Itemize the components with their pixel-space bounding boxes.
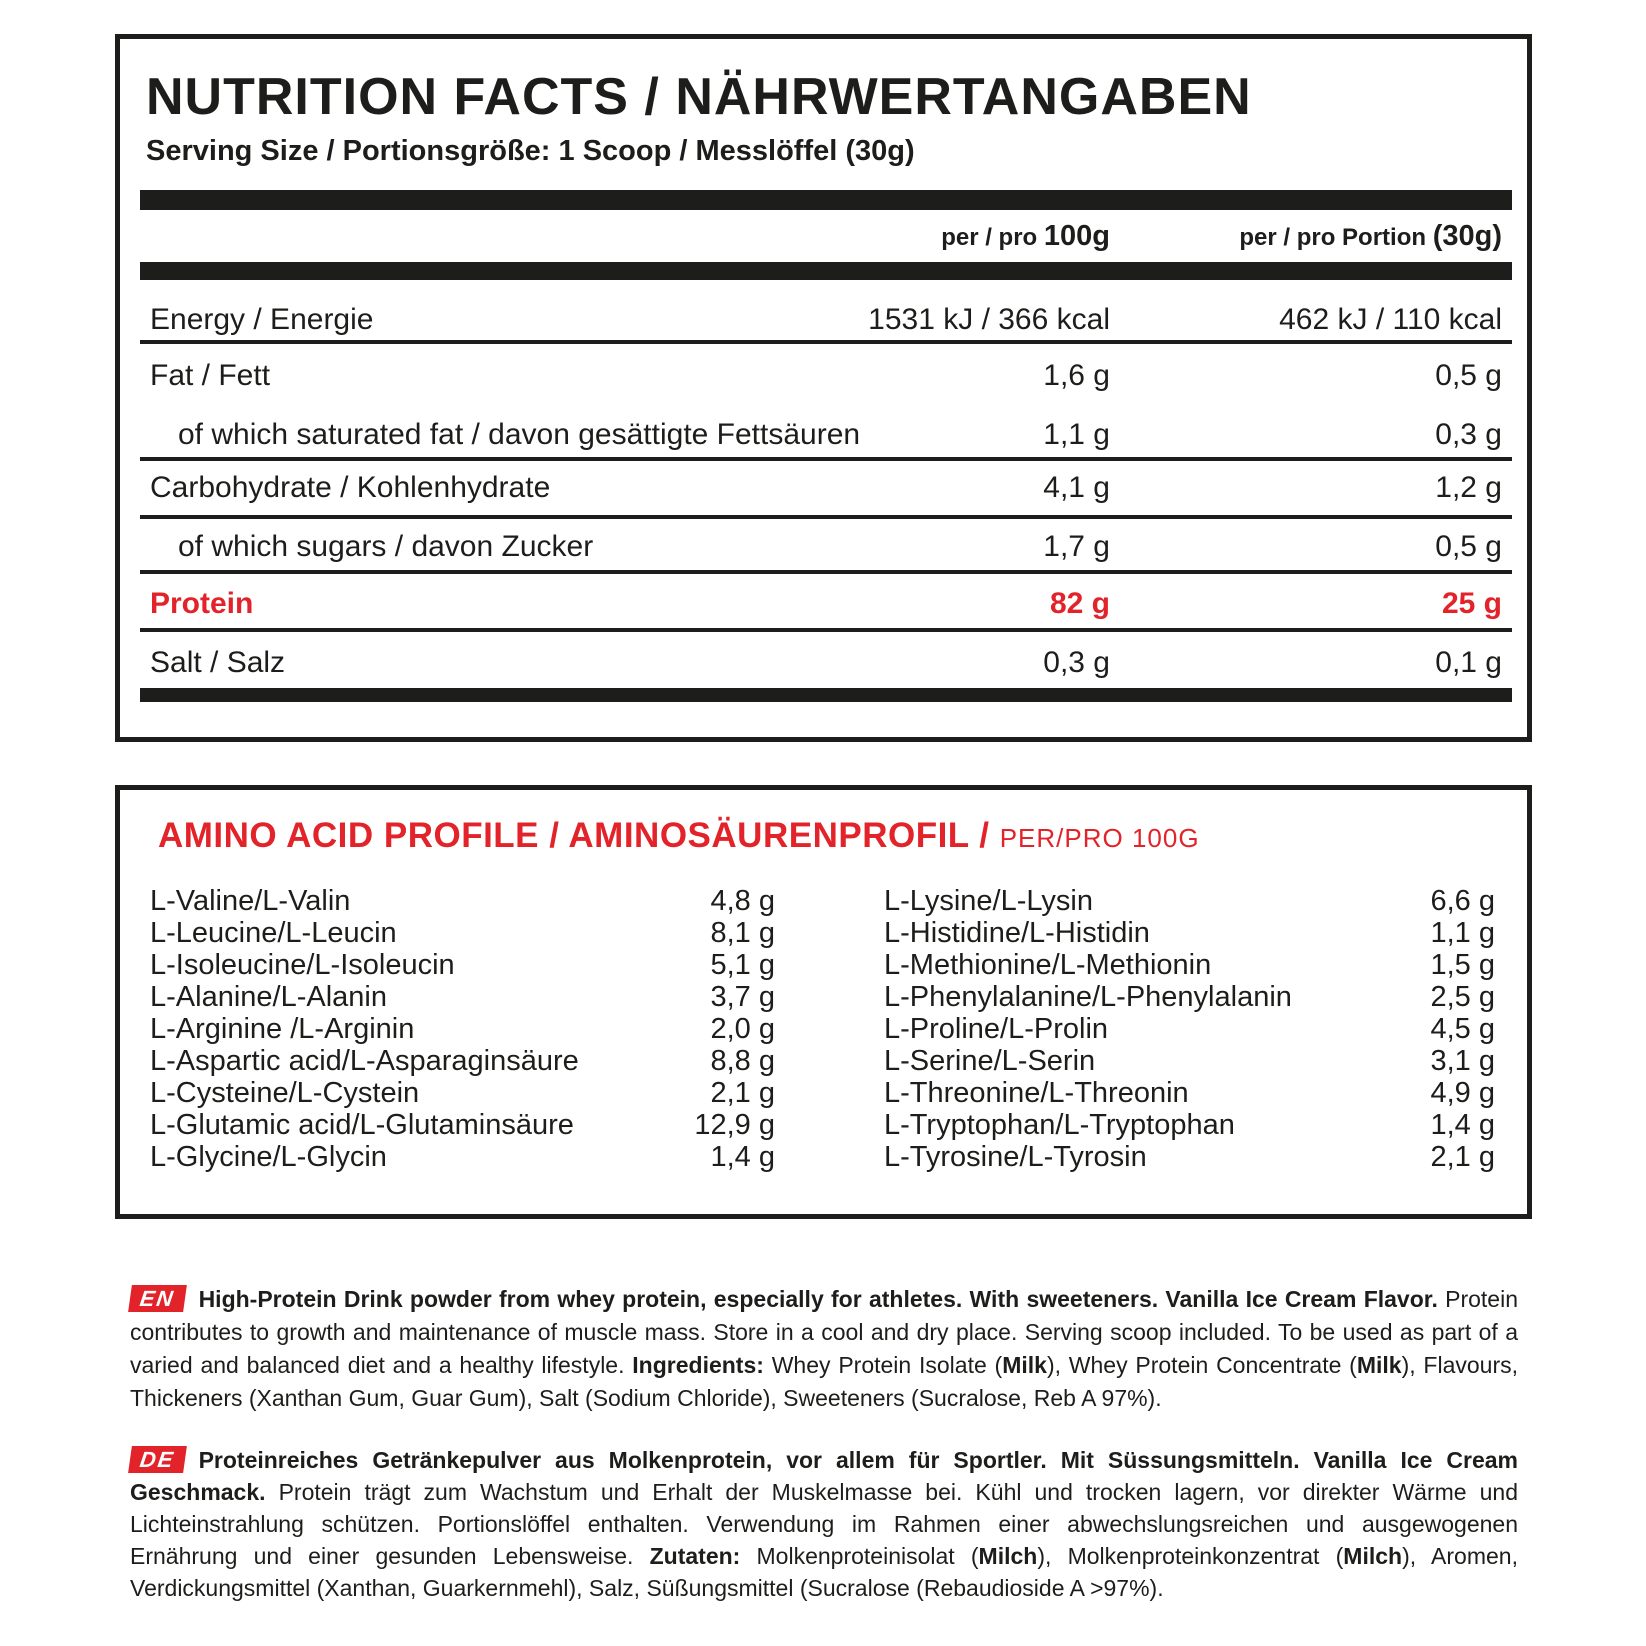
row-value-per-100g: 0,3 g [1043,646,1110,679]
amino-item [120,950,1527,980]
divider-bar-header [140,262,1512,280]
table-row-carbohydrate [120,472,1527,504]
en-language-badge: EN [128,1285,186,1312]
amino-value: 4,8 g [710,885,775,917]
row-value-per-portion: 462 kJ / 110 kcal [1279,303,1502,336]
row-value-per-portion: 1,2 g [1435,471,1502,504]
row-value-per-portion: 0,3 g [1435,418,1502,451]
serving-size: Serving Size / Portionsgröße: 1 Scoop / Messlöffel (30g) [146,135,915,167]
per-portion-value: (30g) [1432,220,1502,252]
amino-name: L-Methionine/L-Methionin [884,949,1212,981]
en-ingredients-label: Ingredients: [632,1352,764,1378]
row-value-per-portion: 0,5 g [1435,359,1502,392]
de-zutaten-3: ), Aromen, Verdickungsmittel (Xanthan, Guarkernmehl), Salz, Süßungsmittel (Sucralose (Rebaudioside A >97%). [130,1543,1518,1601]
amino-value: 1,4 g [1430,1109,1495,1141]
divider-bar-top [140,190,1512,210]
amino-name: L-Glycine/L-Glycin [150,1141,387,1173]
amino-profile-title [158,816,1200,856]
amino-value: 1,5 g [1430,949,1495,981]
de-text-bold-intro: Proteinreiches Getränkepulver aus Molkenprotein, vor allem für Sportler. Mit Süssungsmitteln. Vanilla Ice Cream Geschmack. [130,1447,1518,1505]
en-text-body: Protein contributes to growth and maintenance of muscle mass. Store in a cool and dry place. Serving scoop included. To be used as part of a varied and balanced diet and a healthy lifestyle. [130,1286,1518,1378]
de-language-badge: DE [128,1446,186,1473]
amino-item [120,886,1527,916]
row-value-per-portion: 0,1 g [1435,646,1502,679]
amino-value: 1,1 g [1430,917,1495,949]
row-label: Fat / Fett [150,359,271,392]
amino-name: L-Threonine/L-Threonin [884,1077,1189,1109]
row-value-per-100g: 1531 kJ / 366 kcal [868,303,1110,336]
amino-name: L-Phenylalanine/L-Phenylalanin [884,981,1292,1013]
amino-value: 2,0 g [710,1013,775,1045]
amino-item [120,1142,1527,1172]
row-label: Protein [150,587,254,620]
separator-line [140,515,1512,519]
amino-name: L-Leucine/L-Leucin [150,917,397,949]
amino-name: L-Serine/L-Serin [884,1045,1096,1077]
de-text-body: Protein trägt zum Wachstum und Erhalt der Muskelmasse bei. Kühl und trocken lagern, vor direkter Wärme und Lichteinstrahlung schützen. Portionslöffel enthalten. Verwendung im Rahmen einer abwechslungsreichen und ausgewogenen Ernährung und einer gesunden Lebensweise. [130,1479,1518,1569]
row-label: Energy / Energie [150,303,374,336]
row-label: Salt / Salz [150,646,286,679]
row-value-per-100g: 1,7 g [1043,530,1110,563]
amino-name: L-Histidine/L-Histidin [884,917,1150,949]
table-row-saturated-fat [120,419,1527,451]
row-value-per-portion: 0,5 g [1435,530,1502,563]
de-allergen-milch-2: Milch [1343,1543,1403,1569]
en-ingredients-2: ), Whey Protein Concentrate ( [1046,1352,1357,1378]
table-row-salt [120,647,1527,679]
amino-name: L-Proline/L-Prolin [884,1013,1109,1045]
separator-line [140,457,1512,461]
table-row-energy [120,304,1527,336]
de-zutaten-1: Molkenproteinisolat ( [740,1543,979,1569]
amino-item [120,1046,1527,1076]
amino-profile-title-unit: PER/PRO 100G [999,823,1200,853]
amino-value: 4,5 g [1430,1013,1495,1045]
de-allergen-milch-1: Milch [978,1543,1038,1569]
amino-value: 6,6 g [1430,885,1495,917]
amino-item [120,1110,1527,1140]
per-100g-value: 100g [1043,220,1110,252]
de-zutaten-label: Zutaten: [649,1543,741,1569]
amino-name: L-Tyrosine/L-Tyrosin [884,1141,1147,1173]
table-row-sugars [120,531,1527,563]
en-allergen-milk-2: Milk [1356,1352,1402,1378]
de-description-paragraph [130,1444,1518,1604]
en-description-paragraph [130,1283,1518,1415]
table-row-fat [120,360,1527,392]
en-ingredients-1: Whey Protein Isolate ( [763,1352,1003,1378]
amino-value: 12,9 g [694,1109,775,1141]
de-zutaten-2: ), Molkenproteinkonzentrat ( [1037,1543,1344,1569]
amino-acid-profile-box [115,785,1532,1219]
amino-name: L-Aspartic acid/L-Asparaginsäure [150,1045,579,1077]
divider-bar-bottom [140,688,1512,702]
amino-value: 8,1 g [710,917,775,949]
table-row-protein [120,588,1527,620]
en-text-bold-intro: High-Protein Drink powder from whey protein, especially for athletes. With sweeteners. Vanilla Ice Cream Flavor. [198,1286,1438,1312]
amino-name: L-Valine/L-Valin [150,885,351,917]
amino-name: L-Alanine/L-Alanin [150,981,387,1013]
amino-value: 2,1 g [710,1077,775,1109]
row-label: of which sugars / davon Zucker [178,530,594,563]
column-header-per-portion [120,220,1502,253]
amino-item [120,1014,1527,1044]
amino-name: L-Lysine/L-Lysin [884,885,1094,917]
row-value-per-100g: 1,1 g [1043,418,1110,451]
amino-name: L-Tryptophan/L-Tryptophan [884,1109,1235,1141]
nutrition-facts-title: NUTRITION FACTS / NÄHRWERTANGABEN [146,68,1252,126]
row-value-per-100g: 4,1 g [1043,471,1110,504]
amino-value: 5,1 g [710,949,775,981]
amino-item [120,918,1527,948]
per-portion-prefix: per / pro Portion [1239,224,1433,251]
amino-name: L-Cysteine/L-Cystein [150,1077,420,1109]
amino-name: L-Arginine /L-Arginin [150,1013,415,1045]
per-100g-prefix: per / pro [941,224,1044,251]
amino-value: 8,8 g [710,1045,775,1077]
row-value-per-100g: 82 g [1049,587,1110,620]
amino-value: 3,1 g [1430,1045,1495,1077]
amino-value: 2,1 g [1430,1141,1495,1173]
amino-item [120,982,1527,1012]
amino-name: L-Isoleucine/L-Isoleucin [150,949,455,981]
nutrition-facts-box [115,34,1532,742]
en-ingredients-3: ), Flavours, Thickeners (Xanthan Gum, Guar Gum), Salt (Sodium Chloride), Sweeteners (Sucralose, Reb A 97%). [130,1352,1519,1411]
row-value-per-100g: 1,6 g [1043,359,1110,392]
amino-value: 3,7 g [710,981,775,1013]
separator-line [140,628,1512,632]
amino-value: 2,5 g [1430,981,1495,1013]
amino-value: 1,4 g [710,1141,775,1173]
row-label: of which saturated fat / davon gesättigte Fettsäuren [178,418,861,451]
en-allergen-milk-1: Milk [1002,1352,1047,1378]
separator-line [140,570,1512,574]
amino-name: L-Glutamic acid/L-Glutaminsäure [150,1109,574,1141]
separator-line [140,340,1512,344]
row-label: Carbohydrate / Kohlenhydrate [150,471,551,504]
amino-item [120,1078,1527,1108]
amino-value: 4,9 g [1430,1077,1495,1109]
amino-profile-title-main: AMINO ACID PROFILE / AMINOSÄURENPROFIL / [158,816,1000,855]
row-value-per-portion: 25 g [1441,587,1502,620]
